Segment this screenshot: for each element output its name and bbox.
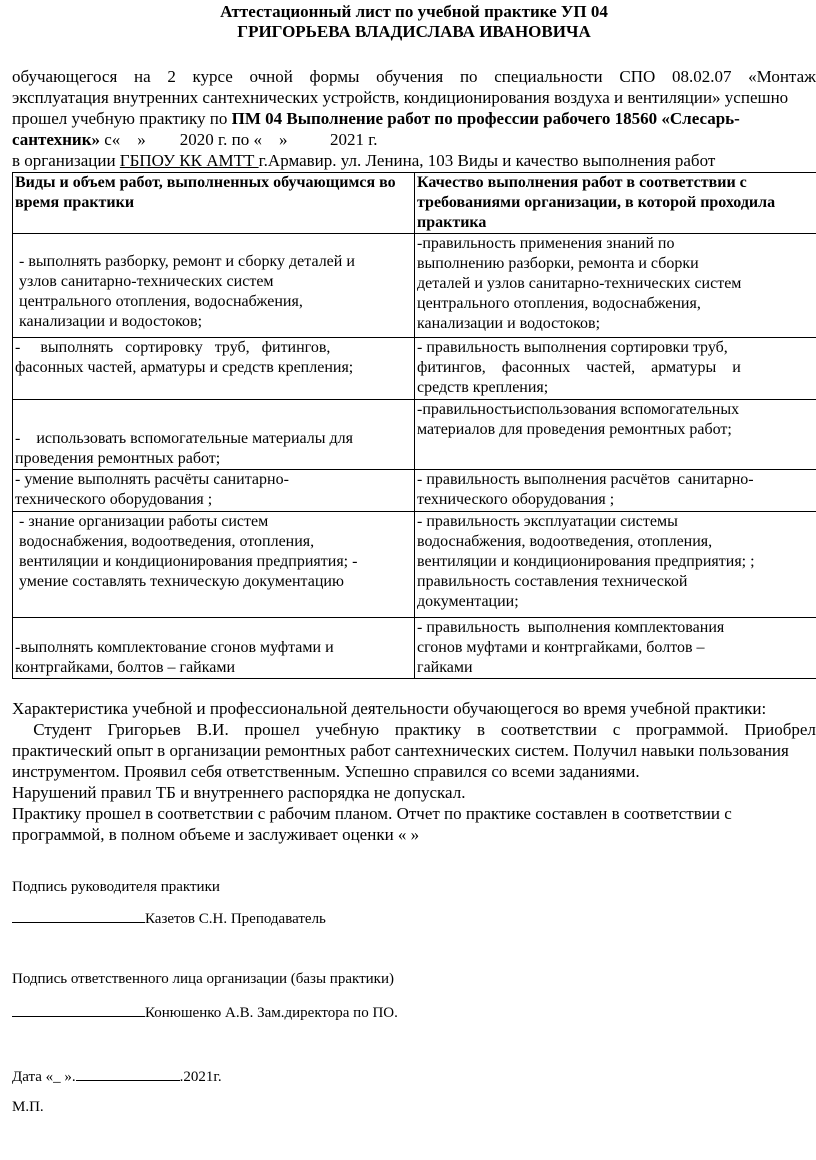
cell-line: - правильность выполнения комплектования — [417, 619, 725, 636]
title-line-2: ГРИГОРЬЕВА ВЛАДИСЛАВА ИВАНОВИЧА — [237, 22, 591, 41]
table-body — [13, 234, 816, 679]
practice-dates: с« » 2020 г. по « » 2021 г. — [100, 130, 378, 149]
cell-line: вентиляции и кондиционирования предприятия; - — [19, 553, 358, 570]
word: Григорьев — [107, 720, 181, 739]
cell-line: фитингов, фасонных частей, арматуры и — [417, 359, 741, 376]
table-row — [13, 400, 816, 470]
table-row — [13, 338, 816, 400]
cell-line: узлов санитарно-технических систем — [19, 273, 274, 290]
work-quality-cell — [415, 470, 816, 512]
header-line: время практики — [15, 194, 135, 211]
cell-line: сгонов муфтами и контргайками, болтов – — [417, 639, 705, 656]
cell-line: правильность составления технической — [417, 573, 688, 590]
work-type-cell — [13, 618, 415, 679]
document-title — [12, 2, 816, 42]
intro-line-2: эксплуатация внутренних сантехнических устройств, кондиционирования воздуха и вентиляции» успешно — [12, 88, 789, 107]
cell-line: технического оборудования ; — [417, 491, 615, 508]
attestation-sheet — [12, 0, 816, 1160]
cell-line: деталей и узлов санитарно-технических систем — [417, 275, 742, 292]
supervisor-signature-line — [12, 908, 326, 928]
cell-line: канализации и водостоков; — [19, 313, 203, 330]
characteristics-line-1 — [12, 719, 816, 740]
cell-line: - выполнять разборку, ремонт и сборку деталей и — [19, 253, 355, 270]
word: курсе — [192, 67, 233, 86]
org-signature-label: Подпись ответственного лица организации (базы практики) — [12, 971, 394, 987]
cell-line: центрального отопления, водоснабжения, — [19, 293, 303, 310]
signature-blank — [12, 1002, 145, 1017]
organization-address: г.Армавир. ул. Ленина, 103 Виды и качество выполнения работ — [258, 151, 716, 170]
date-prefix: Дата «_ ». — [12, 1069, 76, 1085]
work-quality-cell — [415, 512, 816, 618]
cell-line: выполнению разборки, ремонта и сборки — [417, 255, 699, 272]
work-type-cell — [13, 400, 415, 470]
title-line-1: Аттестационный лист по учебной практике УП 04 — [220, 2, 608, 21]
word: с — [612, 720, 621, 739]
org-responsible-name: Конюшенко А.В. Зам.директора по ПО. — [145, 1005, 398, 1021]
word: практику — [394, 720, 462, 739]
cell-line: -выполнять комплектование сгонов муфтами и — [15, 639, 334, 656]
work-quality-cell — [415, 618, 816, 679]
cell-line: водоснабжения, водоотведения, отопления, — [19, 533, 315, 550]
table-header-row — [13, 173, 816, 234]
cell-line: - правильность эксплуатации системы — [417, 513, 678, 530]
work-type-cell — [13, 338, 415, 400]
work-type-cell — [13, 512, 415, 618]
cell-line: - умение выполнять расчёты санитарно- — [15, 471, 289, 488]
supervisor-name: Казетов С.Н. Преподаватель — [145, 911, 326, 927]
work-type-cell — [13, 470, 415, 512]
cell-line: материалов для проведения ремонтных работ; — [417, 421, 732, 438]
intro-line-1 — [12, 66, 816, 87]
word: по — [459, 67, 478, 86]
table-row — [13, 618, 816, 679]
word: прошел — [244, 720, 300, 739]
characteristics-line-3: инструментом. Проявил себя ответственным. Успешно справился со всеми заданиями. — [12, 762, 640, 781]
characteristics-line-2: практический опыт в организации ремонтных работ сантехнических систем. Получил навыки пользования — [12, 741, 789, 760]
cell-line: - знание организации работы систем — [19, 513, 269, 530]
word: В.И. — [196, 720, 229, 739]
word: 2 — [167, 67, 176, 86]
word: «Монтаж — [748, 67, 816, 86]
cell-line: умение составлять техническую документацию — [19, 573, 344, 590]
header-line: практика — [417, 214, 487, 231]
word: специальности — [494, 67, 603, 86]
cell-line: - правильность выполнения расчётов санитарно- — [417, 471, 754, 488]
work-quality-cell — [415, 338, 816, 400]
word: обучения — [376, 67, 444, 86]
supervisor-signature-label: Подпись руководителя практики — [12, 879, 220, 895]
cell-line: - выполнять сортировку труб, фитингов, — [15, 339, 331, 356]
intro-paragraph — [12, 66, 816, 171]
table-row — [13, 470, 816, 512]
header-work-quality — [415, 173, 816, 234]
header-work-types — [13, 173, 415, 234]
cell-line: гайками — [417, 659, 473, 676]
word: соответствии — [500, 720, 597, 739]
cell-line: -правильностьиспользования вспомогательных — [417, 401, 740, 418]
word: учебную — [315, 720, 380, 739]
date-blank — [76, 1066, 180, 1081]
characteristics-line-5: Практику прошел в соответствии с рабочим планом. Отчет по практике составлен в соответствии с — [12, 804, 732, 823]
word: очной — [249, 67, 293, 86]
signature-blank — [12, 908, 145, 923]
word: формы — [309, 67, 360, 86]
cell-line: контргайками, болтов – гайками — [15, 659, 236, 676]
word: на — [133, 67, 151, 86]
organization-name: ГБПОУ КК АМТТ — [119, 151, 259, 170]
characteristics-line-4: Нарушений правил ТБ и внутреннего распорядка не допускал. — [12, 783, 466, 802]
cell-line: -правильность применения знаний по — [417, 235, 675, 252]
cell-line: средств крепления; — [417, 379, 549, 396]
intro-line-5-prefix: в организации — [12, 151, 120, 170]
cell-line: - использовать вспомогательные материалы для — [15, 430, 353, 447]
header-line: Виды и объем работ, выполненных обучающимся во — [15, 174, 396, 191]
cell-line: канализации и водостоков; — [417, 315, 601, 332]
word: 08.02.07 — [671, 67, 732, 86]
cell-line: проведения ремонтных работ; — [15, 450, 221, 467]
intro-line-4 — [12, 129, 816, 150]
word: СПО — [619, 67, 656, 86]
cell-line: центрального отопления, водоснабжения, — [417, 295, 701, 312]
stamp-placeholder: М.П. — [12, 1099, 44, 1115]
cell-line: водоснабжения, водоотведения, отопления, — [417, 533, 713, 550]
intro-line-5 — [12, 150, 816, 171]
characteristics-section — [12, 698, 816, 845]
characteristics-line-6: программой, в полном объеме и заслуживает оценки « » — [12, 825, 420, 844]
date-line — [12, 1066, 222, 1086]
date-suffix: .2021г. — [179, 1069, 222, 1085]
table-row — [13, 512, 816, 618]
cell-line: фасонных частей, арматуры и средств крепления; — [15, 359, 354, 376]
word: обучающегося — [12, 67, 118, 86]
header-line: требованиями организации, в которой проходила — [417, 194, 776, 211]
word: Приобрел — [744, 720, 816, 739]
word: в — [476, 720, 485, 739]
header-line: Качество выполнения работ в соответствии с — [417, 174, 747, 191]
cell-line: вентиляции и кондиционирования предприятия; ; — [417, 553, 755, 570]
cell-line: технического оборудования ; — [15, 491, 213, 508]
characteristics-heading: Характеристика учебной и профессиональной деятельности обучающегося во время учебной практики: — [12, 699, 767, 718]
table-row — [13, 234, 816, 338]
intro-line-3 — [12, 108, 816, 129]
cell-line: - правильность выполнения сортировки труб, — [417, 339, 728, 356]
cell-line: документации; — [417, 593, 519, 610]
intro-line-3-prefix: прошел учебную практику по — [12, 109, 232, 128]
works-table — [12, 172, 816, 679]
word: Студент — [12, 720, 92, 739]
work-quality-cell — [415, 234, 816, 338]
org-signature-line — [12, 1002, 398, 1022]
word: программой. — [636, 720, 729, 739]
module-title: ПМ 04 Выполнение работ по профессии рабочего 18560 «Слесарь- — [231, 109, 740, 128]
work-type-cell — [13, 234, 415, 338]
profession-name: сантехник» — [12, 130, 100, 149]
work-quality-cell — [415, 400, 816, 470]
